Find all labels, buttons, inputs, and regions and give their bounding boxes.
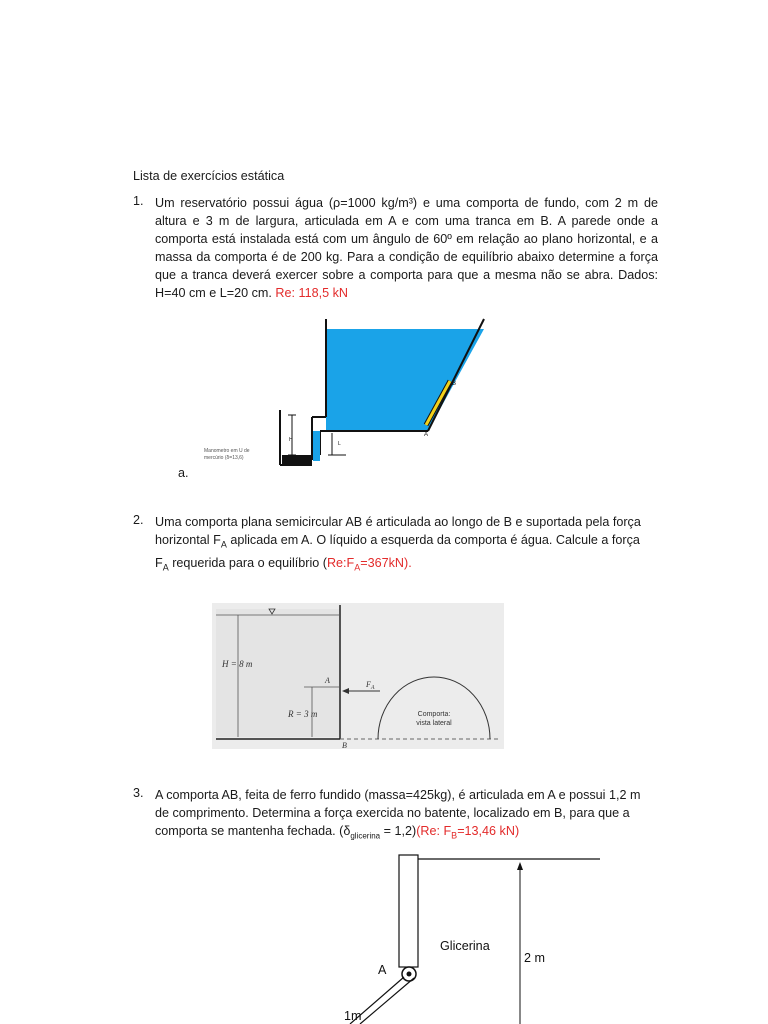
exercise-2-line-3: $F_A$ requerida para o equilíbrio $(Re:F_A=367kN)$. — [155, 555, 412, 573]
manometer-caption-2: mercúrio (δ=13,6) — [204, 455, 244, 461]
exercise-1-number: 1. — [133, 194, 144, 208]
point-a-label: A — [325, 676, 330, 685]
h-8m-label: H = 8 m — [222, 659, 253, 669]
exercise-2-answer: $Re:F_A=367kN$). — [326, 555, 412, 573]
exercise-2-number: 2. — [133, 513, 144, 527]
label-a: A — [424, 432, 429, 438]
one-m-label: 1m — [344, 1009, 362, 1023]
exercise-1-statement: Um reservatório possui água (ρ=1000 kg/m³) e uma comporta de fundo, com 2 m de altura e 3 m de largura, articulada em A e com uma tranca em B. A parede onde a comporta está instalada está com um ângulo de 60º em relação ao plano horizontal, e a massa da comporta é de 200 kg. Para a condição de equilíbrio abaixo determine a força que a tranca deverá exercer sobre a comporta para que a mesma não se abra. Dados: H=40 cm e L=20 cm. — [155, 196, 658, 300]
exercise-2-figure — [212, 603, 504, 749]
exercise-3-number: 3. — [133, 786, 144, 800]
exercise-1-text — [155, 194, 658, 302]
point-a-label: A — [378, 963, 387, 977]
exercise-3-text — [155, 786, 658, 846]
exercise-2-line-1: Uma comporta plana semicircular AB é articulada ao longo de B e suportada pela força — [155, 515, 641, 529]
page-title: Lista de exercícios estática — [133, 169, 285, 183]
label-l: L — [338, 441, 341, 447]
r-3m-label: R = 3 m — [288, 709, 318, 719]
exercise-3-answer: (Re: $F_B=13,46$ kN) — [416, 824, 520, 841]
label-h: H — [289, 437, 293, 443]
manometer-caption-1: Manometro em U de — [204, 448, 250, 454]
label-b: B — [452, 381, 457, 387]
glicerina-label: Glicerina — [440, 939, 490, 953]
exercise-1-sub-item: a. — [178, 466, 189, 480]
two-m-label: 2 m — [524, 951, 545, 965]
u-manometer — [280, 410, 312, 465]
exercise-3-line-1: A comporta AB, feita de ferro fundido (massa=425kg), é articulada em A e possui 1,2 m — [155, 788, 641, 802]
exercise-2-text — [155, 513, 658, 576]
exercise-3-figure — [330, 850, 610, 1024]
point-b-label: B — [342, 741, 347, 749]
wall-column — [399, 855, 418, 967]
exercise-1-figure — [200, 315, 500, 470]
exercise-2-line-2: horizontal $F_A$ aplicada em A. O líquido a esquerda da comporta é água. Calcule a força — [155, 533, 640, 550]
exercise-3-line-3: comporta se mantenha fechada. $(\delta_{glicerina} = 1,2)(Re$: $F_B=13,46$ kN) — [155, 824, 520, 841]
gate-caption-2: vista lateral — [416, 720, 452, 727]
reservoir-water — [326, 329, 484, 431]
fa-label: $F_A$ — [366, 680, 375, 691]
exercise-1-answer: Re: 118,5 kN — [275, 286, 348, 300]
exercise-3-line-2: de comprimento. Determina a força exercida no batente, localizado em B, para que a — [155, 806, 630, 820]
gate-caption-1: Comporta: — [417, 711, 451, 718]
